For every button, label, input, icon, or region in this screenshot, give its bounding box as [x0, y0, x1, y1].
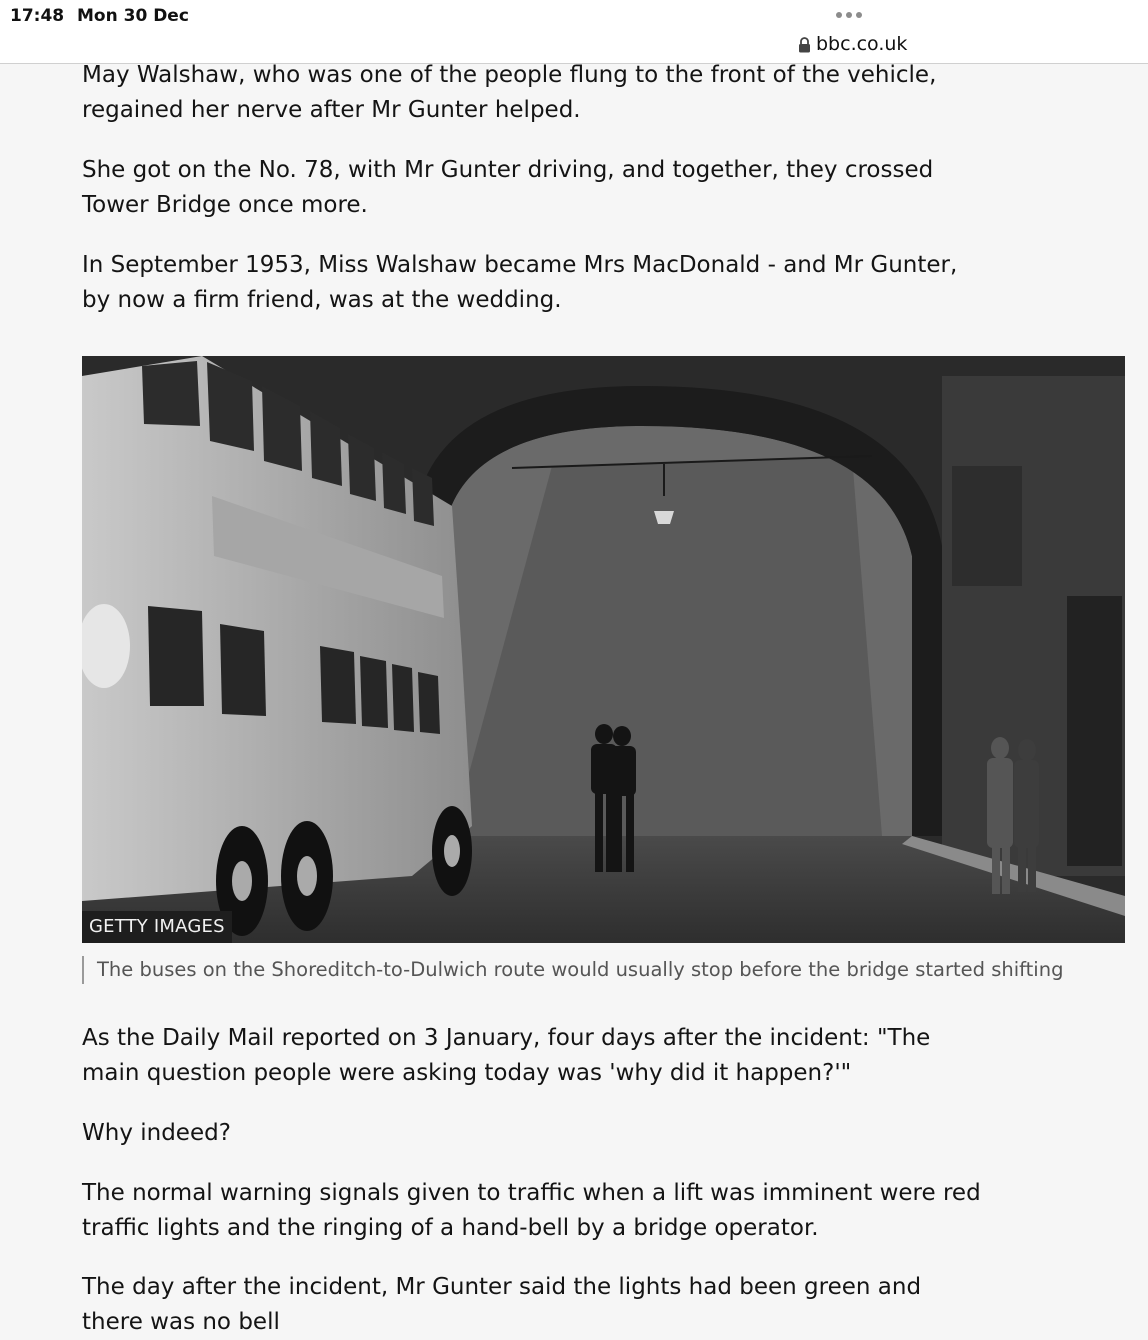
- image-credit: GETTY IMAGES: [82, 911, 232, 943]
- article-paragraph: Why indeed?: [82, 1120, 231, 1146]
- article-paragraph: The normal warning signals given to traffic when a lift was imminent were red traffic lights and the ringing of a hand-bell by a bridge operator.: [82, 1180, 981, 1241]
- address-bar[interactable]: [798, 33, 907, 55]
- bridge-photo-illustration: [82, 356, 1125, 943]
- status-date: Mon 30 Dec: [77, 6, 189, 26]
- lock-icon: [798, 36, 811, 53]
- article-paragraph: May Walshaw, who was one of the people flung to the front of the vehicle, regained her nerve after Mr Gunter helped.: [82, 62, 937, 123]
- more-dots-icon[interactable]: [836, 12, 862, 18]
- article-paragraph: She got on the No. 78, with Mr Gunter driving, and together, they crossed Tower Bridge once more.: [82, 157, 934, 218]
- status-time: 17:48: [10, 6, 65, 26]
- article-photo[interactable]: [82, 356, 1125, 943]
- article-paragraph: The day after the incident, Mr Gunter said the lights had been green and there was no bell: [82, 1274, 922, 1335]
- browser-status-bar: [0, 0, 1148, 64]
- url-text: bbc.co.uk: [816, 33, 908, 55]
- image-caption: The buses on the Shoreditch-to-Dulwich route would usually stop before the bridge started shifting: [82, 956, 1063, 984]
- article-paragraph: In September 1953, Miss Walshaw became Mrs MacDonald - and Mr Gunter, by now a firm friend, was at the wedding.: [82, 252, 958, 313]
- article-paragraph: As the Daily Mail reported on 3 January, four days after the incident: "The main question people were asking today was 'why did it happen?'": [82, 1025, 931, 1086]
